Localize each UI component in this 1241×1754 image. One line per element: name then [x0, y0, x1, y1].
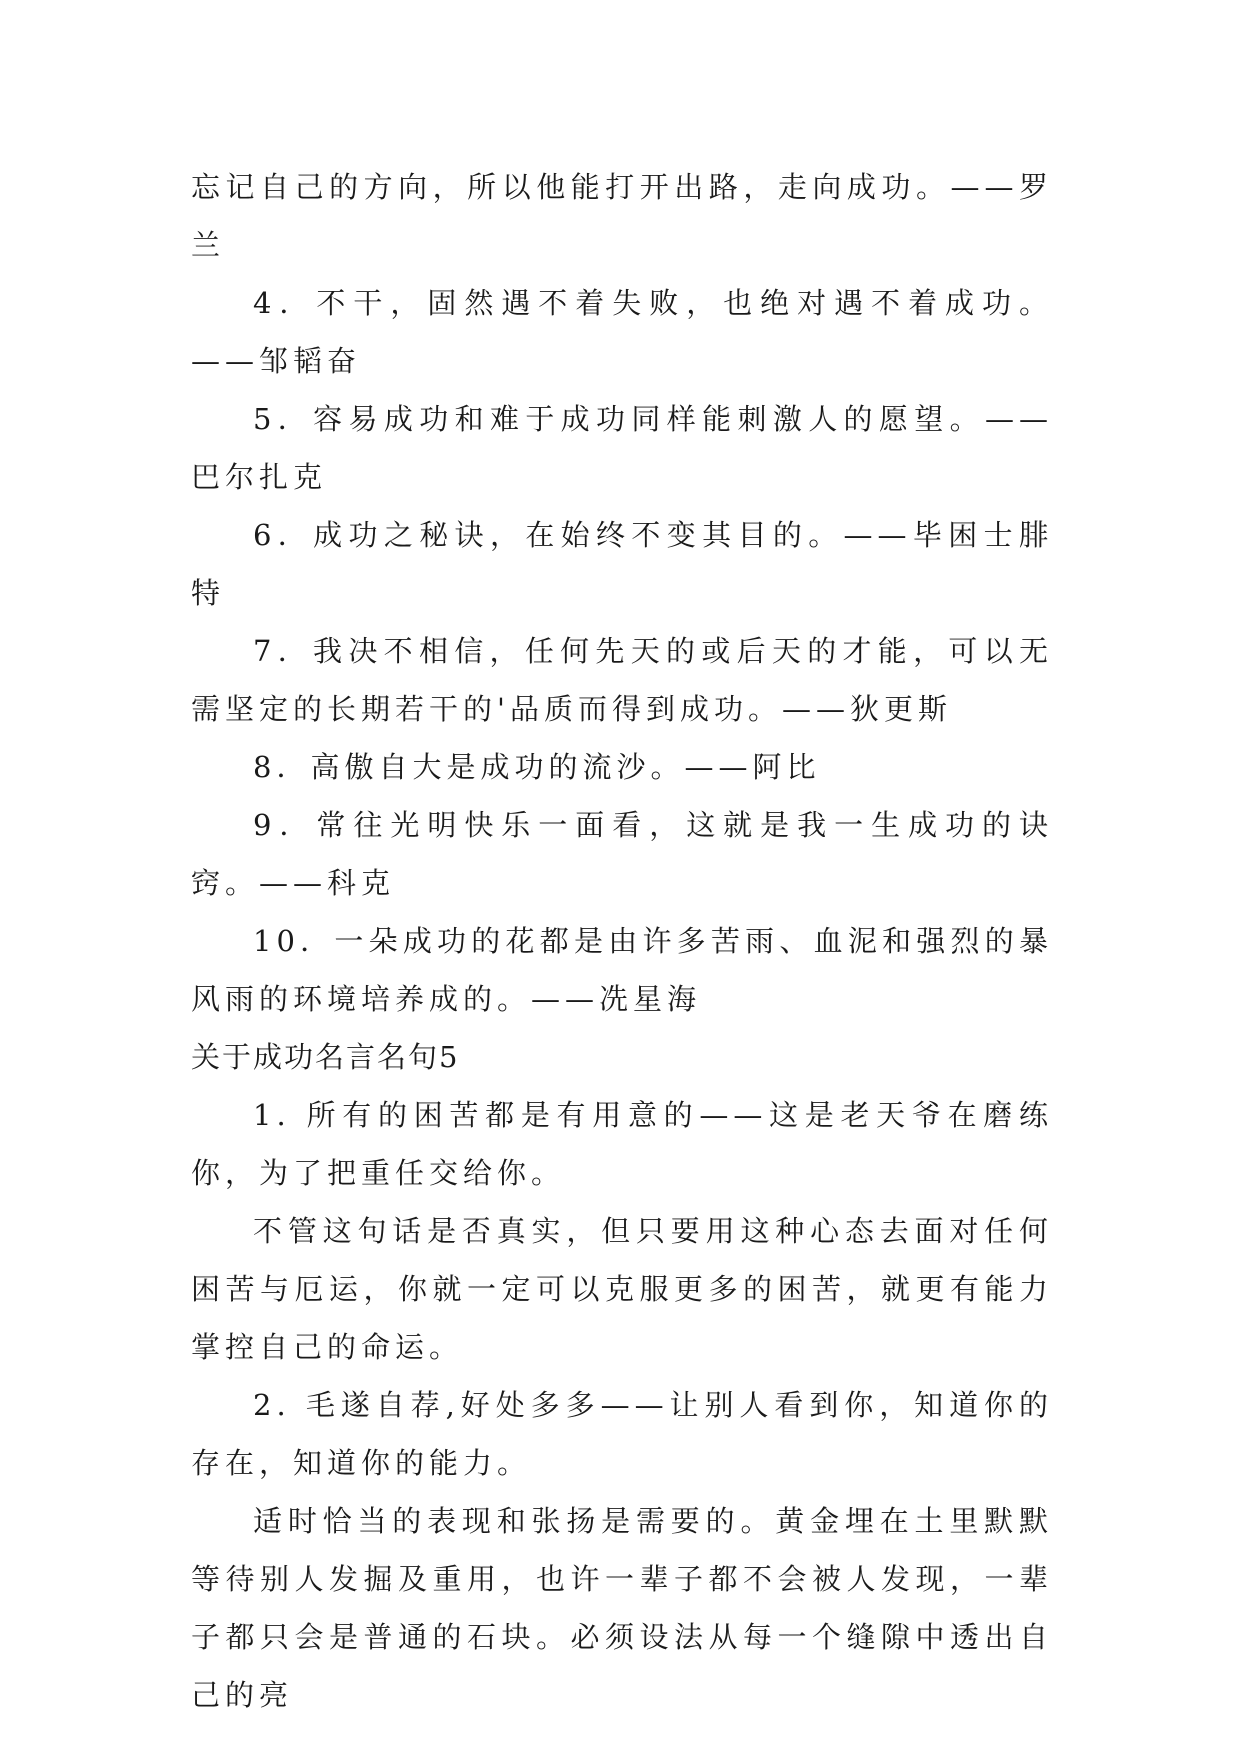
- quote-item-5: 5．容易成功和难于成功同样能刺激人的愿望。——巴尔扎克: [191, 402, 1053, 494]
- section-item-2: 2. 毛遂自荐,好处多多——让别人看到你，知道你的存在，知道你的能力。: [191, 1388, 1053, 1480]
- quote-item-9: 9．常往光明快乐一面看，这就是我一生成功的诀窍。——科克: [191, 808, 1053, 900]
- section-item-2-explanation: 适时恰当的表现和张扬是需要的。黄金埋在土里默默等待别人发掘及重用，也许一辈子都不会被人发现，一辈子都只会是普通的石块。必须设法从每一个缝隙中透出自己的亮: [191, 1504, 1053, 1712]
- quote-item-6: 6．成功之秘诀，在始终不变其目的。——毕困士腓特: [191, 518, 1053, 610]
- section-heading: 关于成功名言名句5: [191, 1040, 460, 1074]
- paragraph-continuation: 忘记自己的方向，所以他能打开出路，走向成功。——罗兰: [191, 170, 1053, 262]
- quote-item-8: 8．高傲自大是成功的流沙。——阿比: [253, 750, 821, 784]
- document-page: [191, 158, 1053, 1724]
- quote-item-7: 7．我决不相信，任何先天的或后天的才能，可以无需坚定的长期若干的'品质而得到成功。——狄更斯: [191, 634, 1053, 726]
- quote-item-4: 4．不干，固然遇不着失败，也绝对遇不着成功。——邹韬奋: [191, 286, 1053, 378]
- section-item-1: 1. 所有的困苦都是有用意的——这是老天爷在磨练你，为了把重任交给你。: [191, 1098, 1053, 1190]
- section-item-1-explanation: 不管这句话是否真实，但只要用这种心态去面对任何困苦与厄运，你就一定可以克服更多的困苦，就更有能力掌控自己的命运。: [191, 1214, 1053, 1364]
- quote-item-10: 10．一朵成功的花都是由许多苦雨、血泥和强烈的暴风雨的环境培养成的。——冼星海: [191, 924, 1053, 1016]
